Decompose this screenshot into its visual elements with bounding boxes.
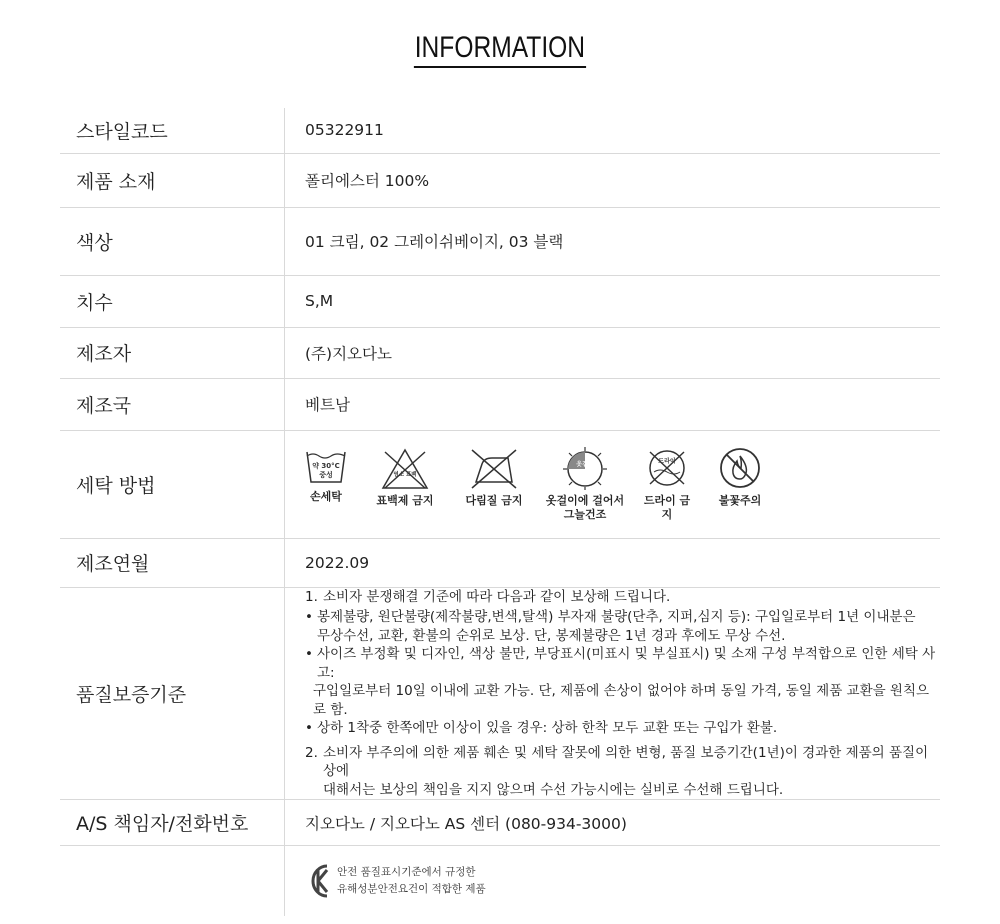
warranty-item-2-line-1: 소비자 부주의에 의한 제품 훼손 및 세탁 잘못에 의한 변형, 품질 보증기간(1년)이 경과한 제품의 품질이상에 <box>323 744 929 779</box>
care-no-iron <box>463 446 525 508</box>
page-title: INFORMATION <box>414 30 586 68</box>
kc-text-line-1: 안전 품질표시기준에서 규정한 <box>337 865 476 878</box>
no-fire-icon <box>718 446 762 490</box>
page-title-wrap <box>0 30 1000 68</box>
label-country: 제조국 <box>60 378 285 430</box>
info-table <box>60 108 940 916</box>
care-no-dry-clean <box>639 446 695 522</box>
label-as: A/S 책임자/전화번호 <box>60 800 285 846</box>
warranty-bullet-1: • 봉제불량, 원단불량(제작불량,변색,탈색) 부자재 불량(단추, 지퍼,심지 등): 구입일로부터 1년 이내분은 무상수선, 교환, 환불의 순위로 보상. 단, 봉제불량은 1년 경과 후에도 무상 수선. <box>305 609 916 644</box>
row-country <box>60 378 940 430</box>
care-no-fire <box>715 446 765 508</box>
hang-dry-icon-text: 옷걸이 <box>576 461 594 468</box>
row-style-code <box>60 108 940 153</box>
hang-dry-icon <box>562 446 608 490</box>
no-iron-label: 다림질 금지 <box>465 494 523 507</box>
value-as: 지오다노 / 지오다노 AS 센터 (080-934-3000) <box>285 800 941 846</box>
warranty-text <box>305 588 940 800</box>
hand-wash-icon <box>305 446 347 486</box>
warranty-item-2-line-2: 대해서는 보상의 책임을 지지 않으며 수선 가능시에는 실비로 수선해 드립니다. <box>323 781 784 798</box>
care-hang-dry <box>543 446 627 522</box>
care-icons <box>305 446 940 522</box>
warranty-item-1-num: 1. <box>305 588 318 605</box>
warranty-item-1-text: 소비자 분쟁해결 기준에 따라 다음과 같이 보상해 드립니다. <box>323 588 671 605</box>
value-color: 01 크림, 02 그레이쉬베이지, 03 블랙 <box>285 207 941 275</box>
label-date: 제조연월 <box>60 538 285 587</box>
kc-text-line-2: 유해성분안전요건이 적합한 제품 <box>337 882 486 895</box>
hand-wash-icon-text-1: 약 30°C <box>312 462 340 470</box>
value-size: S,M <box>285 275 941 327</box>
row-maker <box>60 327 940 378</box>
hand-wash-label: 손세탁 <box>310 490 342 503</box>
no-dry-clean-label: 드라이 금지 <box>643 494 691 521</box>
no-fire-label: 불꽃주의 <box>718 494 762 507</box>
label-kc-empty <box>60 846 285 916</box>
row-color <box>60 207 940 275</box>
no-bleach-icon-text: 염소 표백 <box>393 472 417 478</box>
value-material: 폴리에스터 100% <box>285 153 941 207</box>
value-date: 2022.09 <box>285 538 941 587</box>
no-dry-clean-icon <box>644 446 690 490</box>
warranty-bullet-2-line-1: 사이즈 부정확 및 디자인, 색상 불만, 부당표시(미표시 및 부실표시) 및 소재 구성 부적합으로 인한 세탁 사고: <box>317 646 936 681</box>
hang-dry-label-2: 그늘건조 <box>563 508 607 521</box>
care-no-bleach <box>375 446 435 508</box>
row-material <box>60 153 940 207</box>
no-bleach-label: 표백제 금지 <box>376 494 434 507</box>
no-dry-clean-icon-text: 드라이 <box>658 458 676 465</box>
warranty-bullet-3-line-1: 상하 1착중 한쪽에만 이상이 있을 경우: 상하 한착 모두 교환 또는 구입가 환불. <box>317 720 778 736</box>
value-country: 베트남 <box>285 378 941 430</box>
row-size <box>60 275 940 327</box>
label-style-code: 스타일코드 <box>60 108 285 153</box>
row-date <box>60 538 940 587</box>
warranty-bullet-3: • 상하 1착중 한쪽에만 이상이 있을 경우: 상하 한착 모두 교환 또는 구입가 환불. <box>305 720 778 736</box>
warranty-item-2 <box>305 744 940 800</box>
row-warranty <box>60 587 940 800</box>
label-maker: 제조자 <box>60 327 285 378</box>
label-color: 색상 <box>60 207 285 275</box>
warranty-bullet-2: • 사이즈 부정확 및 디자인, 색상 불만, 부당표시(미표시 및 부실표시) 및 소재 구성 부적합으로 인한 세탁 사고: 구입일로부터 10일 이내에 교환 가능. 단, 제품에 손상이 없어야 하며 동일 가격, 동일 제품 교환을 원칙으로 함. <box>305 645 940 719</box>
no-bleach-icon <box>380 446 430 490</box>
row-kc <box>60 846 940 916</box>
hand-wash-icon-text-2: 중성 <box>319 471 333 479</box>
row-as <box>60 800 940 846</box>
warranty-bullet-1-line-1: 봉제불량, 원단불량(제작불량,변색,탈색) 부자재 불량(단추, 지퍼,심지 등): 구입일로부터 1년 이내분은 <box>317 609 916 625</box>
value-maker: (주)지오다노 <box>285 327 941 378</box>
warranty-item-2-num: 2. <box>305 744 318 761</box>
warranty-item-1 <box>305 588 940 607</box>
warranty-bullet-1-line-2: 무상수선, 교환, 환불의 순위로 보상. 단, 봉제불량은 1년 경과 후에도 무상 수선. <box>317 627 786 644</box>
kc-logo-icon <box>305 862 331 900</box>
row-wash <box>60 430 940 538</box>
no-iron-icon <box>468 446 520 490</box>
label-size: 치수 <box>60 275 285 327</box>
kc-mark <box>305 862 940 900</box>
hang-dry-label-1: 옷걸이에 걸어서 <box>545 494 625 507</box>
care-hand-wash <box>305 446 347 504</box>
warranty-bullet-2-line-2: 구입일로부터 10일 이내에 교환 가능. 단, 제품에 손상이 없어야 하며 동일 가격, 동일 제품 교환을 원칙으로 함. <box>313 683 930 718</box>
label-material: 제품 소재 <box>60 153 285 207</box>
label-warranty: 품질보증기준 <box>60 587 285 800</box>
label-wash: 세탁 방법 <box>60 430 285 538</box>
value-style-code: 05322911 <box>285 108 941 153</box>
